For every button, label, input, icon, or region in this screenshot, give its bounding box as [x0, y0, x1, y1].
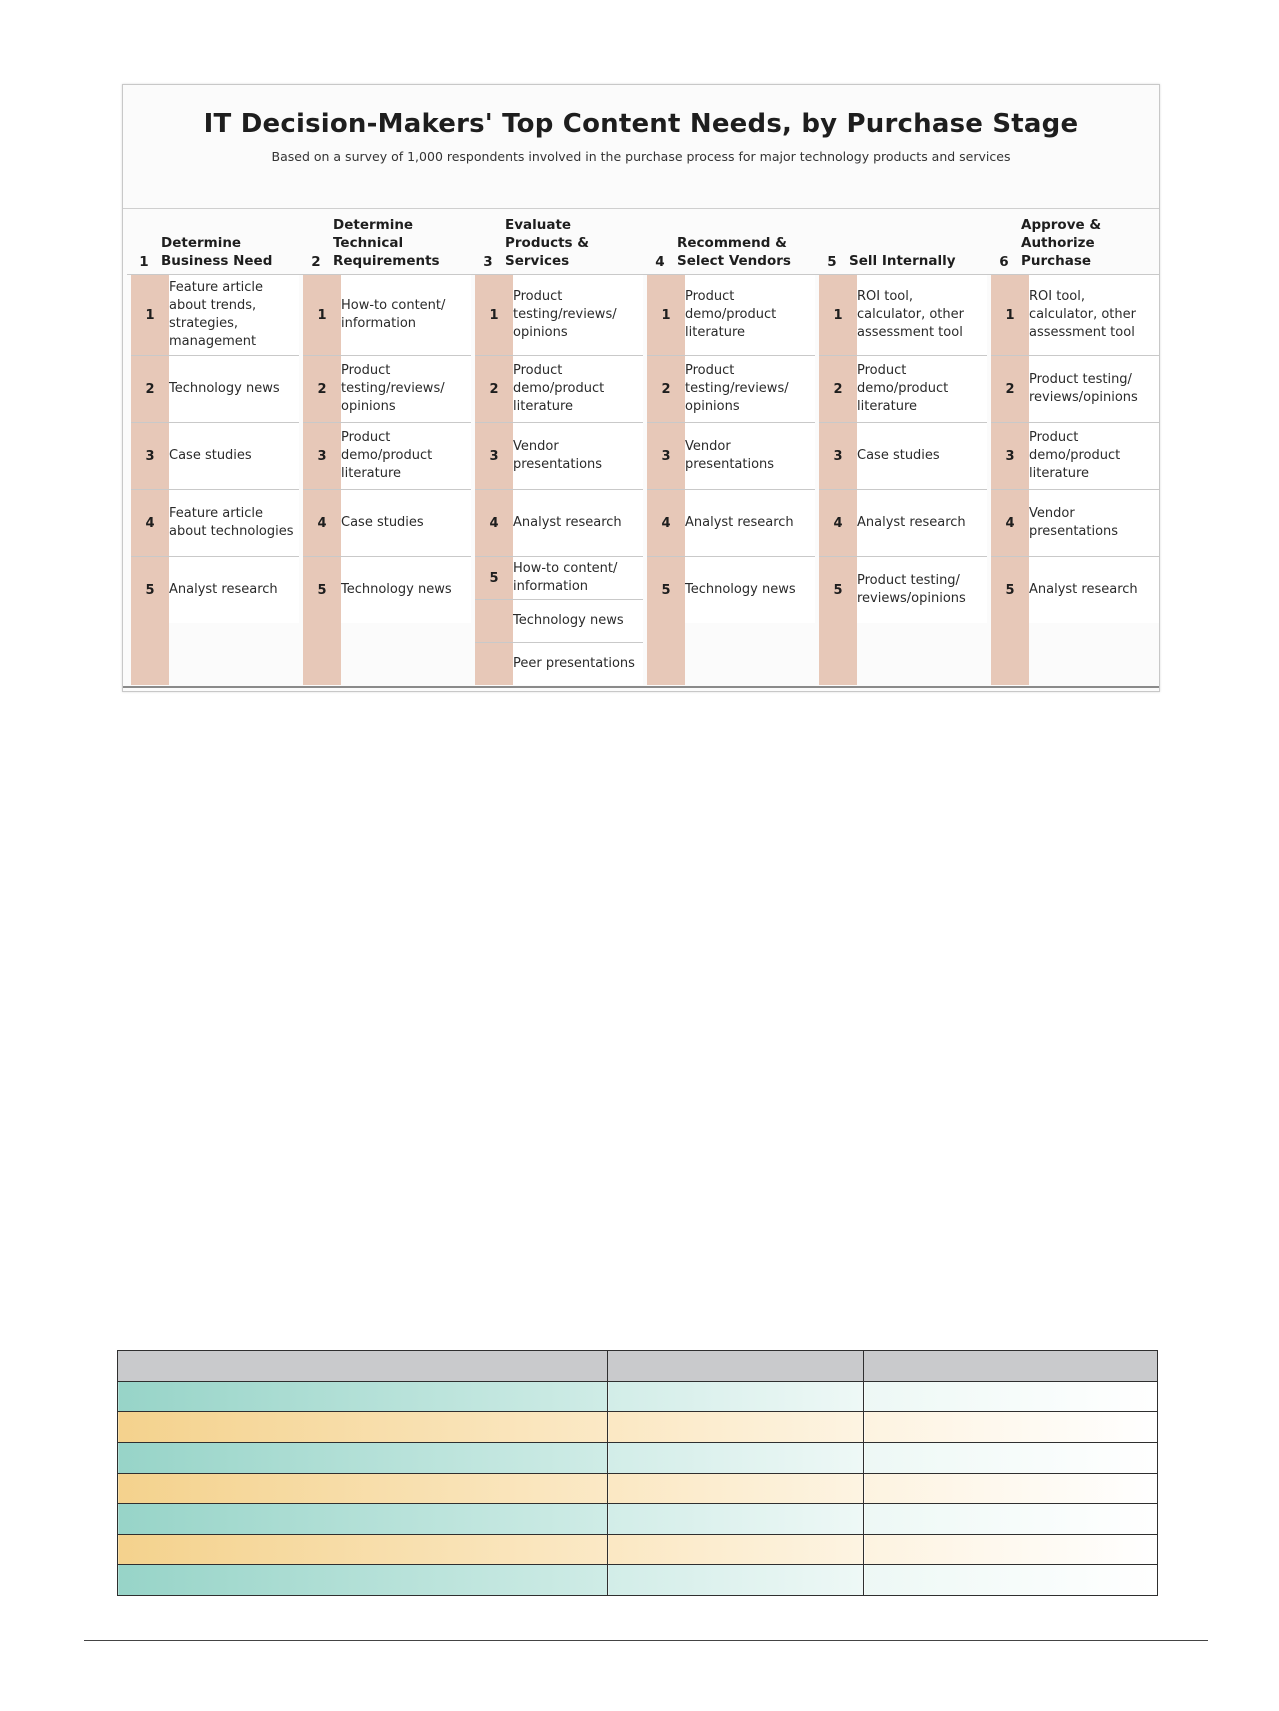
table-cell	[864, 1412, 1158, 1443]
list-item	[131, 490, 299, 557]
figure-title: IT Decision-Makers' Top Content Needs, by Purchase Stage	[203, 109, 1079, 139]
list-item	[991, 275, 1159, 356]
list-item	[303, 490, 471, 557]
stage-column	[815, 209, 987, 685]
item-rank: 4	[489, 515, 499, 531]
item-rank: 1	[833, 307, 843, 323]
list-item	[991, 490, 1159, 557]
stage-number: 4	[655, 254, 665, 270]
item-rank: 1	[489, 307, 499, 323]
table-header-cell	[608, 1351, 864, 1382]
stage-header	[471, 209, 643, 275]
stage-name: Determine Business Need	[161, 235, 273, 269]
item-text: Vendor presentations	[1029, 490, 1159, 556]
table-cell	[864, 1442, 1158, 1473]
item-rank: 5	[1005, 582, 1015, 598]
list-item	[819, 275, 987, 356]
list-item	[131, 275, 299, 356]
item-text: How-to content/ information	[513, 557, 643, 599]
item-text: Case studies	[857, 423, 987, 489]
footer-divider	[123, 686, 1159, 688]
item-text: How-to content/ information	[341, 275, 471, 355]
stage-column	[987, 209, 1159, 685]
item-text: Product testing/reviews/ opinions	[685, 356, 815, 422]
list-item	[475, 557, 643, 600]
item-text: Technology news	[341, 557, 471, 623]
list-item	[647, 423, 815, 490]
table-cell	[118, 1534, 608, 1565]
stage-column	[643, 209, 815, 685]
item-rank: 4	[1005, 515, 1015, 531]
table-cell	[864, 1565, 1158, 1596]
item-text: Vendor presentations	[513, 423, 643, 489]
item-rank: 5	[833, 582, 843, 598]
table-cell	[118, 1504, 608, 1535]
item-rank: 3	[317, 448, 327, 464]
stage-header	[643, 209, 815, 275]
list-item	[475, 490, 643, 557]
stage-items	[475, 275, 643, 685]
item-text: Product testing/ reviews/opinions	[857, 557, 987, 623]
list-item	[475, 275, 643, 356]
item-text: Product testing/reviews/ opinions	[513, 275, 643, 355]
list-item	[991, 557, 1159, 623]
stage-name: Approve & Authorize Purchase	[1021, 217, 1102, 269]
stage-number: 6	[999, 254, 1009, 270]
stage-header	[127, 209, 299, 275]
item-text: Feature article about trends, strategies, management	[169, 275, 299, 355]
list-item	[647, 557, 815, 623]
item-text: Analyst research	[685, 490, 815, 556]
stage-items	[819, 275, 987, 623]
list-item	[647, 275, 815, 356]
item-text: Technology news	[685, 557, 815, 623]
stage-name: Determine Technical Requirements	[333, 217, 440, 269]
item-text: Product demo/product literature	[341, 423, 471, 489]
list-item	[475, 356, 643, 423]
list-item	[647, 356, 815, 423]
item-rank: 5	[145, 582, 155, 598]
list-item	[819, 423, 987, 490]
table-cell	[864, 1381, 1158, 1412]
item-text: Analyst research	[169, 557, 299, 623]
table-cell	[118, 1381, 608, 1412]
list-item	[303, 423, 471, 490]
table-header-row	[118, 1351, 1158, 1382]
stage-column	[127, 209, 299, 685]
item-rank: 1	[661, 307, 671, 323]
table-row	[118, 1504, 1158, 1535]
stage-items	[303, 275, 471, 623]
table-cell	[608, 1534, 864, 1565]
table-row	[118, 1442, 1158, 1473]
list-item	[303, 356, 471, 423]
footer-rule	[84, 1640, 1208, 1641]
list-item	[475, 423, 643, 490]
item-rank: 4	[145, 515, 155, 531]
item-text: Analyst research	[1029, 557, 1159, 623]
item-text: Technology news	[513, 600, 643, 642]
table-header-cell	[118, 1351, 608, 1382]
item-text: Case studies	[341, 490, 471, 556]
item-rank: 2	[833, 381, 843, 397]
table-row	[118, 1381, 1158, 1412]
list-item	[131, 423, 299, 490]
table-cell	[864, 1504, 1158, 1535]
stage-header	[987, 209, 1159, 275]
table-cell	[608, 1473, 864, 1504]
list-item	[303, 275, 471, 356]
item-text: ROI tool, calculator, other assessment tool	[857, 275, 987, 355]
table-cell	[608, 1565, 864, 1596]
item-text: Peer presentations	[513, 643, 643, 685]
item-text: Product demo/product literature	[1029, 423, 1159, 489]
stage-name: Recommend & Select Vendors	[677, 235, 791, 269]
item-text: ROI tool, calculator, other assessment tool	[1029, 275, 1159, 355]
list-item	[647, 490, 815, 557]
stage-number: 3	[483, 254, 493, 270]
item-rank: 5	[317, 582, 327, 598]
table-cell	[118, 1412, 608, 1443]
list-item	[475, 643, 643, 685]
item-text: Technology news	[169, 356, 299, 422]
table-cell	[864, 1473, 1158, 1504]
stage-number: 1	[139, 254, 149, 270]
item-rank: 3	[145, 448, 155, 464]
table-header-cell	[864, 1351, 1158, 1382]
stage-name: Evaluate Products & Services	[505, 217, 590, 269]
item-rank: 4	[661, 515, 671, 531]
table-row	[118, 1473, 1158, 1504]
item-rank: 1	[317, 307, 327, 323]
list-item	[819, 490, 987, 557]
list-item	[819, 557, 987, 623]
item-text: Analyst research	[857, 490, 987, 556]
item-rank: 3	[1005, 448, 1015, 464]
table-cell	[608, 1504, 864, 1535]
stage-items	[131, 275, 299, 623]
item-text: Product demo/product literature	[513, 356, 643, 422]
table-cell	[864, 1534, 1158, 1565]
stage-header	[299, 209, 471, 275]
item-rank: 2	[1005, 381, 1015, 397]
list-item	[131, 557, 299, 623]
stage-number: 5	[827, 254, 837, 270]
item-rank: 4	[833, 515, 843, 531]
item-text: Product demo/product literature	[685, 275, 815, 355]
item-text: Analyst research	[513, 490, 643, 556]
item-text: Product demo/product literature	[857, 356, 987, 422]
empty-data-table	[117, 1350, 1158, 1596]
stage-number: 2	[311, 254, 321, 270]
table-row	[118, 1534, 1158, 1565]
item-rank: 2	[661, 381, 671, 397]
table-cell	[118, 1442, 608, 1473]
table-cell	[118, 1473, 608, 1504]
content-needs-figure	[122, 84, 1160, 692]
stage-items	[647, 275, 815, 623]
table-row	[118, 1412, 1158, 1443]
stage-header	[815, 209, 987, 275]
item-rank: 2	[317, 381, 327, 397]
list-item	[131, 356, 299, 423]
table-row	[118, 1565, 1158, 1596]
table-cell	[608, 1381, 864, 1412]
stage-items	[991, 275, 1159, 623]
table-cell	[608, 1412, 864, 1443]
stage-column	[299, 209, 471, 685]
item-rank: 3	[661, 448, 671, 464]
item-text: Case studies	[169, 423, 299, 489]
list-item	[303, 557, 471, 623]
list-item	[991, 356, 1159, 423]
stage-name: Sell Internally	[849, 253, 956, 269]
figure-subtitle: Based on a survey of 1,000 respondents involved in the purchase process for major technology products and services	[271, 149, 1011, 164]
item-rank: 4	[317, 515, 327, 531]
list-item	[991, 423, 1159, 490]
item-text: Product testing/ reviews/opinions	[1029, 356, 1159, 422]
item-rank: 5	[661, 582, 671, 598]
item-text: Vendor presentations	[685, 423, 815, 489]
item-text: Feature article about technologies	[169, 490, 299, 556]
item-rank: 5	[489, 570, 499, 586]
item-rank: 3	[833, 448, 843, 464]
list-item	[475, 600, 643, 643]
item-text: Product testing/reviews/ opinions	[341, 356, 471, 422]
stage-column	[471, 209, 643, 685]
item-rank: 2	[145, 381, 155, 397]
table-cell	[608, 1442, 864, 1473]
item-rank: 1	[1005, 307, 1015, 323]
item-rank: 3	[489, 448, 499, 464]
item-rank: 2	[489, 381, 499, 397]
list-item	[819, 356, 987, 423]
table-cell	[118, 1565, 608, 1596]
item-rank: 1	[145, 307, 155, 323]
